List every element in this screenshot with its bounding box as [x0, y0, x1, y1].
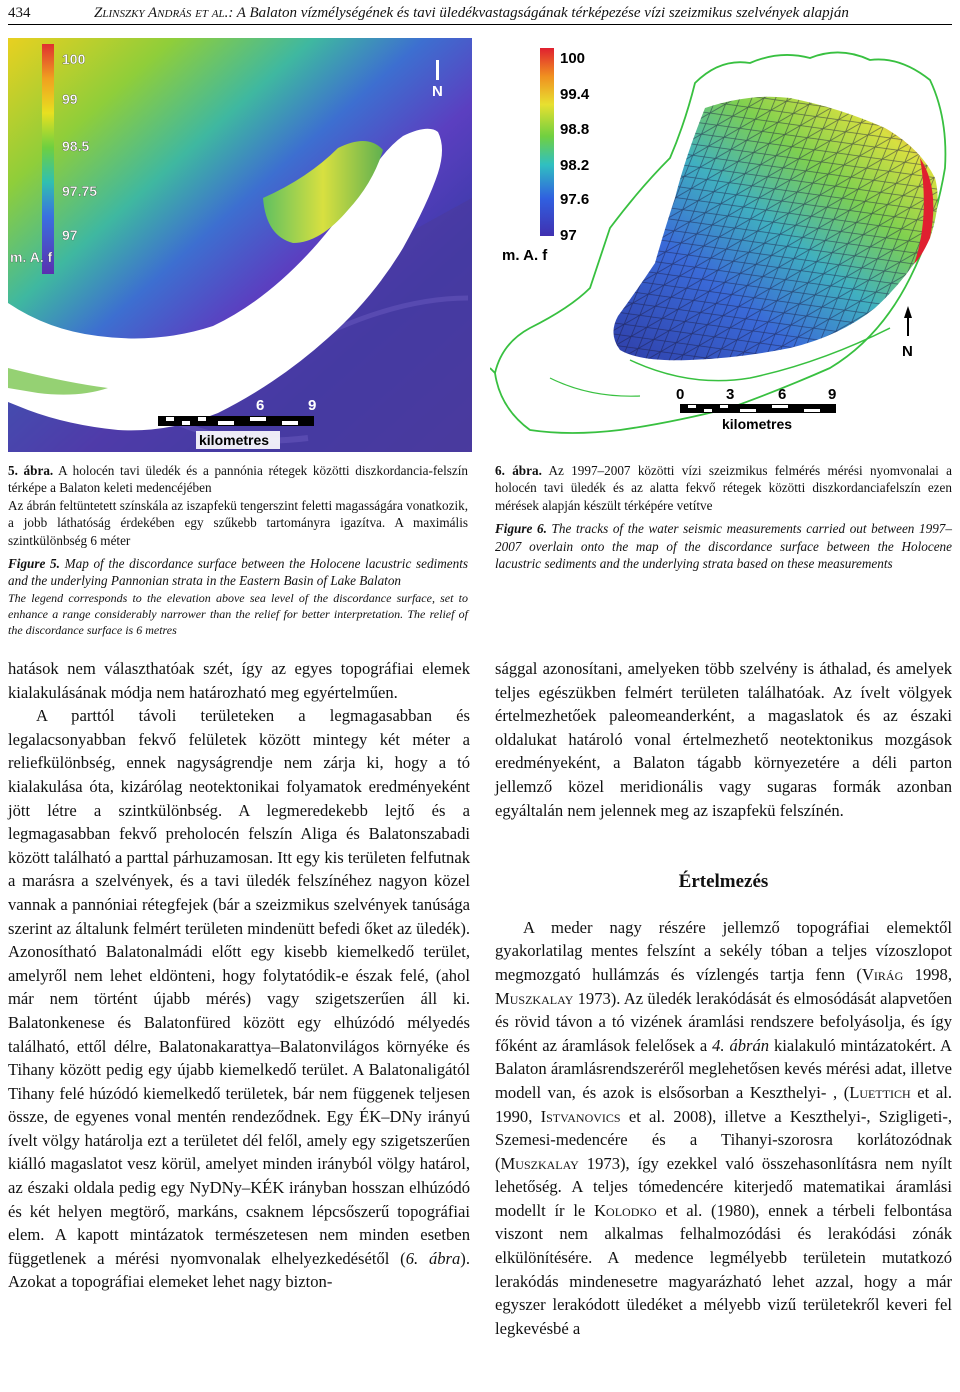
figure-5-svg — [8, 38, 472, 452]
section-heading: Értelmezés — [678, 871, 769, 893]
caption-hu-note: Az ábrán feltüntetett színskála az iszapfekü tengerszint feletti magasságára vonatkozik, a jobb láthatóság érdekében egy szűkebb tartományra igazítva. A maximális szintkülönbség 6 méter — [8, 497, 468, 548]
figure-6-svg — [490, 38, 952, 452]
running-header — [8, 0, 952, 26]
legend6-value: 97.6 — [560, 191, 590, 208]
paragraph: A meder nagy részére jellemző topográfiai elemektől gyakorlatilag mentes felszínt a sekély tóban a teljes vízoszlopot megmozgató hullámzás és vízlengés tartja fenn (Virág 1998, Muszkalay 1973). Az üledék lerakódását és elmosódását alapvetően és rövid távon a tó vizének áramlási rendszere befolyásolja, és így főként az áramlások felelősek a 4. ábrán kialakuló mintázatokért. A Balaton áramlásrendszeréről meglehetősen kevés mérési adat, illetve modell van, és azok is elsősorban a Keszthelyi- , (Luettich et al. 1990, Istvanovics et al. 2008), illetve a Keszthelyi-, Szigligeti-, Szemesi-medencére és a Tihanyi-szorosra korlátozódnak (Muszkalay 1973), így ezekkel való összehasonlításra nem nyílt lehetőség. A teljes tómedencére kiterjedő matematikai áramlási modellt ír le Kolodko et al. (1980), ennek a térbeli felbontása viszont nem alkalmas felhalmozódási és lerakódási zónák elkülönítésére. A medence legmélyebb területein mutatkozó lerakódás mindenesetre magyarázható lehet azzal, hogy a már egyszer lerakódott üledéket a mélyebb vizű területekről keveri fel legkevésbé a — [495, 917, 953, 1338]
svg-text:9: 9 — [308, 397, 317, 414]
header-rule — [8, 24, 952, 25]
paragraph: A parttól távoli területeken a legmagasabban és legalacsonyabban fekvő felületek között mintegy két méter a reliefkülönbség, ennek nagyságrendje nem zárja ki, hogy a tó kialakulása óta, kizárólag neotektonikai folyamatok eredményeként jött létre a szintkülönbség. A legmeredekebb lejtő és a legmagasabban fekvő preholocén felszín Aliga és Balatonszabadi között található a parttal párhuzamosan. Itt egy kis területen felfutnak a marásra a szelvények, és a tavi üledék felszínéhez nagyon közel vannak a pannóniai rétegfejek (bár a szeizmikus szelvények tanúsága szerint az általunk felmért területen mindenütt befedi őket az üledék). Azonosítható Balatonalmádi előtt egy kisebb kiemelkedő terület, amelyről nem lehet eldönteni, hogy folytatódik-e észak felé, (ahol már nem történt újabb mérés) vagy szigetszerűen áll ki. Balatonkenese és Balatonfüred között egy elhúzódó mélyedés található, ettől délre, Balatonakarattya–Balatonvilágos környéke és Tihany között pedig egy újabb kiemelkedő terület. A Balatonaligától Tihany felé húzódó kiemelkedő területek, bár nem függenek teljesen össze, de egyenes vonal mentén rendeződnek. Egy ÉK–DNy irányú ívelt völgy határolja ezt a területet dél felől, amely egy szigetszerűen kiálló magaslatot vesz körül, amelyet minden irányból völgy határol, az északi oldala pedig egy NyDNy–KÉK irányban hosszan elhúzódó és két helyen megtörő, markáns, csaknem lépcsőszerű topográfiai elem. A kapott mintázatok természetesen nem minden esetben függetlenek a mérési nyomvonalak elhelyezkedésétől (6. ábra). Azokat a topográfiai elemeket lehet nagy bizton- — [8, 706, 470, 1292]
legend6-value: 98.8 — [560, 121, 590, 138]
legend6-value: 99.4 — [560, 86, 590, 103]
figure-6-caption — [495, 462, 952, 572]
legend6-value: 98.2 — [560, 157, 590, 174]
paragraph: hatások nem választhatóak szét, így az egyes topográfiai elemek kialakulásának módja nem határozható meg egyértelműen. — [8, 659, 470, 702]
svg-text:0: 0 — [676, 386, 685, 403]
legend6-unit: m. A. f — [502, 247, 548, 264]
figure-5-caption — [8, 462, 468, 638]
caption-en: Figure 6. The tracks of the water seismic measurements carried out between 1997–2007 overlain onto the map of the discordance surface between the Holocene lacustric sediments and the underlying strata based on these measurements — [495, 521, 952, 572]
legend5-value: 97 — [62, 227, 78, 243]
caption-en: Figure 5. Map of the discordance surface between the Holocene lacustric sediments and the underlying Pannonian strata in the Eastern Basin of Lake Balaton — [8, 556, 468, 589]
legend5-value: 97.75 — [62, 183, 98, 199]
figure-6-map — [490, 38, 952, 452]
figure-5-map — [8, 38, 472, 452]
svg-text:kilometres: kilometres — [199, 432, 270, 448]
svg-text:N: N — [432, 83, 443, 100]
body-column-left — [8, 657, 470, 1294]
paragraph: sággal azonosítani, amelyeken több szelvény is áthalad, és amelyek teljes egészükben felmért területen találhatóak. Az ívelt völgyek értelmezhetőek paleomeanderként, a magaslatok és az északi oldalukat határoló vonal értelmezhető neotektonikus mozgások eredményeként, a Balaton tágabb környezetére a déli parton jellemző közel meridionális vagy sugaras formák azonban egyáltalán nem jelennek meg az iszapfekü felszínén. — [495, 659, 952, 820]
svg-text:kilometres: kilometres — [722, 416, 793, 432]
legend5-value: 100 — [62, 51, 86, 67]
svg-text:6: 6 — [256, 397, 265, 414]
svg-text:6: 6 — [778, 386, 787, 403]
legend5-unit: m. A. f — [10, 249, 53, 265]
legend5-value: 98.5 — [62, 138, 90, 154]
svg-text:3: 3 — [726, 386, 735, 403]
legend6-value: 97 — [560, 227, 577, 244]
svg-text:N: N — [902, 343, 913, 360]
caption-hu: 5. ábra. A holocén tavi üledék és a pannónia rétegek közötti diszkordancia-felszín térképe a Balaton keleti medencéjében — [8, 463, 469, 496]
running-title: Zlinszky András et al.: A Balaton vízmélységének és tavi üledékvastagságának térképezése vízi szeizmikus szelvények alapján — [94, 5, 849, 21]
svg-text:0: 0 — [154, 397, 163, 414]
svg-text:9: 9 — [828, 386, 837, 403]
legend5-value: 99 — [62, 91, 78, 107]
body-column-right — [495, 657, 952, 1340]
legend6-value: 100 — [560, 50, 586, 67]
caption-hu: 6. ábra. Az 1997–2007 közötti vízi szeizmikus felmérés mérési nyomvonalai a holocén tavi üledék és az alatta fekvő rétegek közötti diszkordanciafelszín ezen mérések alapján készült térképére vetítve — [495, 463, 953, 513]
svg-text:3: 3 — [204, 397, 213, 414]
caption-en-note: The legend corresponds to the elevation above sea level of the discordance surface, set to enhance a range considerably narrower than the relief for better interpretation. The relief of the discordance surface is 6 metres — [8, 590, 468, 637]
page-number: 434 — [8, 5, 31, 21]
